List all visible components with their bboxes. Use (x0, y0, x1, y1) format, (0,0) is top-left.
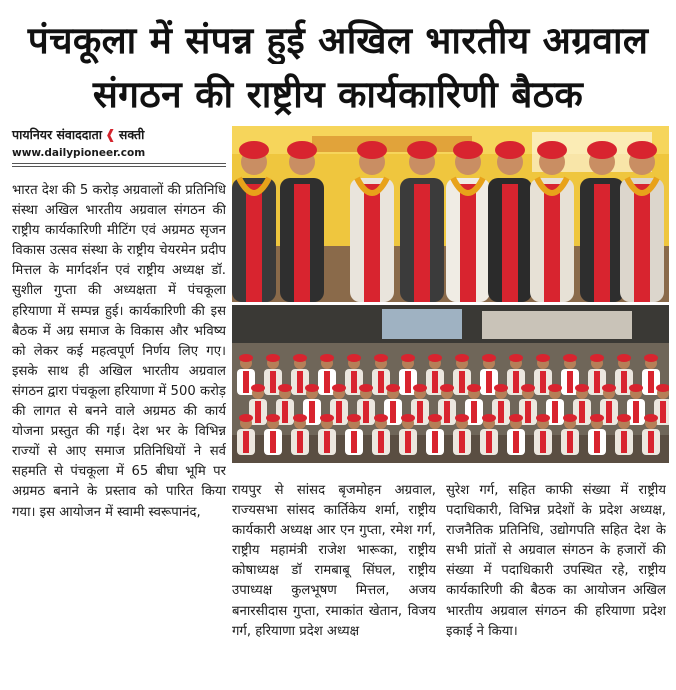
reporter-name: पायनियर संवाददाता (12, 127, 102, 142)
byline (12, 126, 227, 160)
dateline-location: सक्ती (118, 127, 145, 142)
byline-divider (12, 163, 226, 164)
dignitaries-group-photo (232, 126, 669, 302)
article-column-3 (446, 481, 666, 683)
article-text-column-2: रायपुर से सांसद बृजमोहन अग्रवाल, राज्यसभा सांसद कार्तिकेय शर्मा, राष्ट्रीय कार्यकारी अध्यक्ष आर एन गुप्ता, रमेश गर्ग, राष्ट्रीय महामंत्री राजेश भारूका, राष्ट्रीय कोषाध्यक्ष डॉ रामबाबू सिंघल, राष्ट्रीय उपाध्यक्ष कुलभूषण मित्तल, अजय बनारसीदास गुप्ता, रमाकांत खेतान, विजय गर्ग, हरियाणा प्रदेश अध्यक्ष (232, 483, 436, 639)
headline-line-2: संगठन की राष्ट्रीय कार्यकारिणी बैठक (92, 73, 584, 116)
headline-line-1: पंचकूला में संपन्न हुई अखिल भारतीय अग्रवाल (27, 19, 649, 62)
meeting-audience-photo (232, 305, 669, 463)
left-arrow-icon: ❰ (105, 128, 116, 143)
article-text-column-3: सुरेश गर्ग, सहित काफी संख्या में राष्ट्रीय पदाधिकारी, विभिन्न प्रदेशों के प्रदेश अध्यक्ष, राजनैतिक प्रतिनिधि, उद्योगपति सहित देश के सभी प्रांतों से अग्रवाल संगठन के हजारों की संख्या में पदाधिकारी उपस्थित रहे, राष्ट्रीय कार्यकारिणी की बैठक का आयोजन अखिल भारतीय अग्रवाल संगठन की हरियाणा प्रदेश इकाई ने किया। (446, 483, 666, 639)
article-text-column-1: भारत देश की 5 करोड़ अग्रवालों की प्रतिनिधि संस्था अखिल भारतीय अग्रवाल संगठन की राष्ट्रीय कार्यकारिणी मीटिंग एवं अग्रमठ सृजन विकास उत्सव संस्था के राष्ट्रीय चेयरमेन प्रदीप मित्तल के मार्गदर्शन एवं राष्ट्रीय अध्यक्ष डॉ. सुशील गुप्ता की अध्यक्षता में पंचकूला हरियाणा में सम्पन्न हुई। कार्यकारिणी की इस बैठक में अग्र समाज के विकास और भविष्य को लेकर कई महत्वपूर्ण निर्णय लिए गए। इसके साथ ही अखिल भारतीय अग्रवाल संगठन द्वारा पंचकूला हरियाणा में 500 करोड़ की लागत से बनने वाले अग्रमठ की कार्य योजना प्रस्तुत की गई। देश भर के विभिन्न राज्यों से आए समाज प्रतिनिधियों ने सर्व सहमति से पंचकूला में 65 बीघा भूमि पर अग्रमठ बनाने के प्रस्ताव को पारित किया गया। इस आयोजन में स्वामी स्वरूपानंद, (12, 183, 226, 520)
article-column-2 (232, 481, 436, 683)
article-column-1 (12, 181, 226, 683)
byline-credit (12, 126, 227, 144)
website-link[interactable]: www.dailypioneer.com (12, 147, 146, 159)
byline-divider-second (12, 166, 226, 167)
